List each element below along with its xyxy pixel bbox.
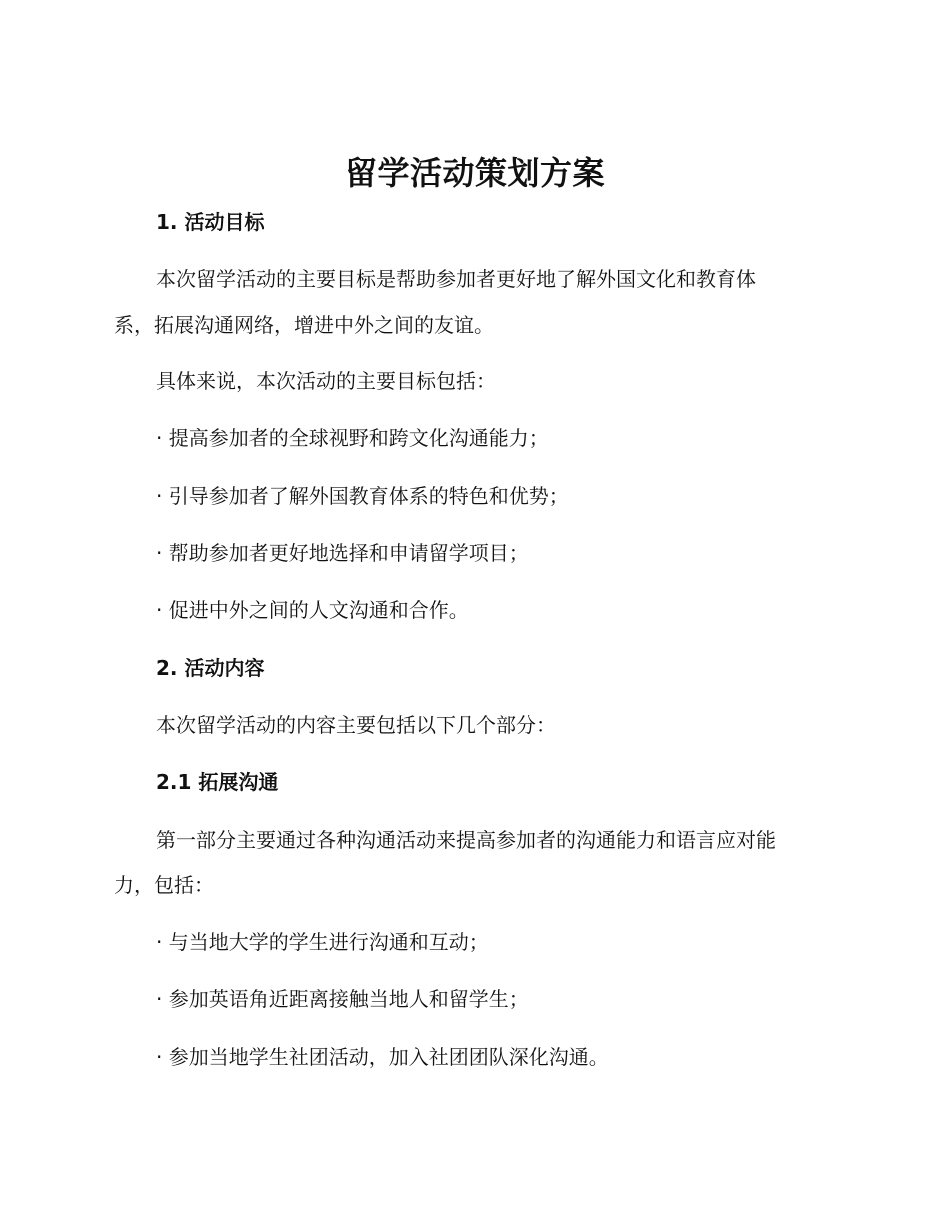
bullet-item: · 促进中外之间的人文沟通和合作。 [156,598,469,622]
section-heading-content: 2. 活动内容 [156,656,265,680]
bullet-item: · 提高参加者的全球视野和跨文化沟通能力； [156,426,549,450]
paragraph-line: 第一部分主要通过各种沟通活动来提高参加者的沟通能力和语言应对能 [156,828,776,852]
bullet-item: · 与当地大学的学生进行沟通和互动； [156,930,489,954]
paragraph-line: 力，包括： [114,873,214,897]
paragraph-line: 本次留学活动的主要目标是帮助参加者更好地了解外国文化和教育体 [156,267,756,291]
bullet-item: · 引导参加者了解外国教育体系的特色和优势； [156,484,569,508]
paragraph-line: 本次留学活动的内容主要包括以下几个部分： [156,713,556,737]
document-title: 留学活动策划方案 [344,154,605,192]
paragraph-line: 系，拓展沟通网络，增进中外之间的友谊。 [114,313,494,337]
subsection-heading: 2.1 拓展沟通 [156,770,279,794]
bullet-item: · 参加英语角近距离接触当地人和留学生； [156,987,529,1011]
paragraph-line: 具体来说，本次活动的主要目标包括： [156,369,496,393]
section-heading-goals: 1. 活动目标 [156,210,265,234]
bullet-item: · 帮助参加者更好地选择和申请留学项目； [156,541,529,565]
bullet-item: · 参加当地学生社团活动，加入社团团队深化沟通。 [156,1045,609,1069]
